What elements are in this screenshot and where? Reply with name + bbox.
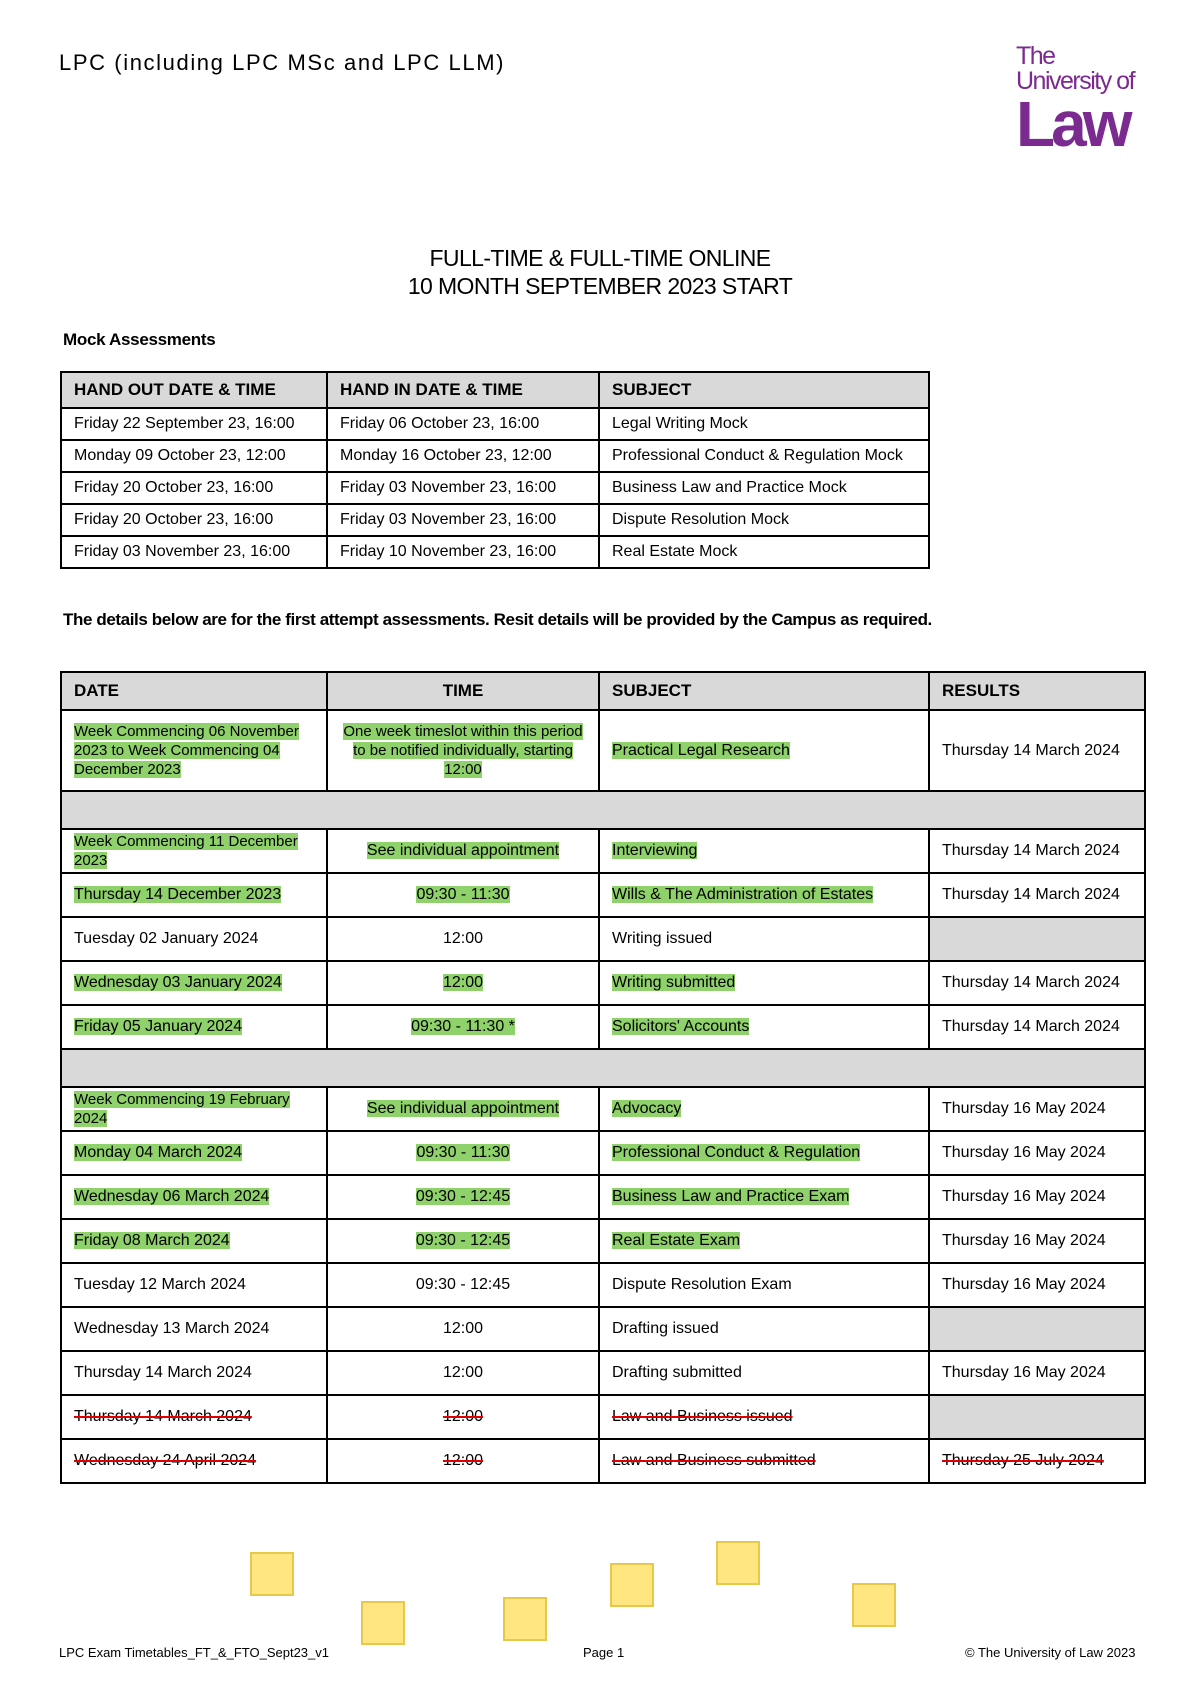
- table-row: [61, 917, 1145, 961]
- table-header-row: [61, 672, 1145, 710]
- table-cell: Thursday 14 March 2024: [929, 873, 1145, 917]
- table-row: [61, 829, 1145, 873]
- table-cell: Monday 09 October 23, 12:00: [61, 440, 327, 472]
- column-header: SUBJECT: [599, 672, 929, 710]
- table-row: [61, 1263, 1145, 1307]
- sticky-note-icon[interactable]: [361, 1601, 405, 1645]
- table-row: [61, 710, 1145, 791]
- table-cell: Wednesday 24 April 2024: [61, 1439, 327, 1483]
- table-cell: Friday 03 November 23, 16:00: [327, 472, 599, 504]
- table-cell: Thursday 14 December 2023: [61, 873, 327, 917]
- table-row: [61, 1087, 1145, 1131]
- table-cell: 12:00: [327, 1351, 599, 1395]
- table-row: [61, 873, 1145, 917]
- university-logo: [1016, 42, 1135, 160]
- table-cell: Thursday 16 May 2024: [929, 1087, 1145, 1131]
- logo-line-3: Law: [1016, 88, 1129, 160]
- table-spacer-row: [61, 1049, 1145, 1087]
- column-header: HAND IN DATE & TIME: [327, 372, 599, 408]
- table-row: [61, 1395, 1145, 1439]
- table-cell: Friday 08 March 2024: [61, 1219, 327, 1263]
- table-row: [61, 536, 929, 568]
- table-cell: See individual appointment: [327, 829, 599, 873]
- mock-assessments-table: [60, 371, 930, 569]
- table-cell: 09:30 - 12:45: [327, 1175, 599, 1219]
- table-cell: Thursday 14 March 2024: [61, 1351, 327, 1395]
- logo-line-2: University of: [1016, 67, 1135, 95]
- table-row: [61, 1219, 1145, 1263]
- table-cell: 12:00: [327, 917, 599, 961]
- table-cell: Practical Legal Research: [599, 710, 929, 791]
- table-cell: Monday 04 March 2024: [61, 1131, 327, 1175]
- table-cell: Friday 20 October 23, 16:00: [61, 472, 327, 504]
- table-cell: See individual appointment: [327, 1087, 599, 1131]
- table-row: [61, 1307, 1145, 1351]
- table-cell: Wednesday 06 March 2024: [61, 1175, 327, 1219]
- table-cell: Interviewing: [599, 829, 929, 873]
- table-row: [61, 504, 929, 536]
- table-row: [61, 1005, 1145, 1049]
- table-cell: 12:00: [327, 1439, 599, 1483]
- table-cell: Wednesday 13 March 2024: [61, 1307, 327, 1351]
- table-cell: Friday 22 September 23, 16:00: [61, 408, 327, 440]
- table-row: [61, 472, 929, 504]
- sticky-note-icon[interactable]: [610, 1563, 654, 1607]
- table-cell: Thursday 14 March 2024: [929, 961, 1145, 1005]
- table-cell: Law and Business submitted: [599, 1439, 929, 1483]
- table-cell: Thursday 16 May 2024: [929, 1219, 1145, 1263]
- table-cell: One week timeslot within this period to be notified individually, starting 12:00: [327, 710, 599, 791]
- table-header-row: [61, 372, 929, 408]
- table-cell: Friday 10 November 23, 16:00: [327, 536, 599, 568]
- table-cell: 09:30 - 11:30: [327, 873, 599, 917]
- exam-timetable-table: [60, 671, 1146, 1484]
- table-cell: Thursday 16 May 2024: [929, 1131, 1145, 1175]
- table-cell: Friday 05 January 2024: [61, 1005, 327, 1049]
- table-cell: Solicitors' Accounts: [599, 1005, 929, 1049]
- table-cell: Tuesday 12 March 2024: [61, 1263, 327, 1307]
- table-cell: 09:30 - 12:45: [327, 1263, 599, 1307]
- first-attempt-note: The details below are for the first attempt assessments. Resit details will be provided by the Campus as required.: [63, 610, 932, 629]
- table-row: [61, 408, 929, 440]
- main-title: [0, 244, 1200, 300]
- column-header: HAND OUT DATE & TIME: [61, 372, 327, 408]
- table-cell: Thursday 16 May 2024: [929, 1175, 1145, 1219]
- table-cell: Writing issued: [599, 917, 929, 961]
- table-row: [61, 1439, 1145, 1483]
- table-cell: 12:00: [327, 1307, 599, 1351]
- footer-left: LPC Exam Timetables_FT_&_FTO_Sept23_v1: [59, 1645, 329, 1660]
- table-cell: Thursday 16 May 2024: [929, 1351, 1145, 1395]
- table-cell: Writing submitted: [599, 961, 929, 1005]
- table-cell: Business Law and Practice Exam: [599, 1175, 929, 1219]
- table-row: [61, 440, 929, 472]
- table-row: [61, 961, 1145, 1005]
- column-header: DATE: [61, 672, 327, 710]
- table-cell: Thursday 25 July 2024: [929, 1439, 1145, 1483]
- table-cell-empty: [929, 917, 1145, 961]
- table-cell: 09:30 - 11:30: [327, 1131, 599, 1175]
- footer-page-number: Page 1: [583, 1645, 625, 1660]
- table-cell: Business Law and Practice Mock: [599, 472, 929, 504]
- table-cell: Week Commencing 11 December 2023: [61, 829, 327, 873]
- table-cell: 09:30 - 12:45: [327, 1219, 599, 1263]
- table-cell: Drafting issued: [599, 1307, 929, 1351]
- table-cell: 12:00: [327, 961, 599, 1005]
- table-cell: Thursday 14 March 2024: [929, 710, 1145, 791]
- table-cell: Law and Business issued: [599, 1395, 929, 1439]
- logo-line-1: The: [1016, 42, 1055, 70]
- sticky-note-icon[interactable]: [503, 1597, 547, 1641]
- table-cell-empty: [929, 1395, 1145, 1439]
- table-cell: Real Estate Mock: [599, 536, 929, 568]
- table-cell: Drafting submitted: [599, 1351, 929, 1395]
- table-cell: Thursday 14 March 2024: [61, 1395, 327, 1439]
- table-cell: 12:00: [327, 1395, 599, 1439]
- table-cell: Friday 20 October 23, 16:00: [61, 504, 327, 536]
- table-cell: Thursday 14 March 2024: [929, 829, 1145, 873]
- table-cell: Dispute Resolution Mock: [599, 504, 929, 536]
- table-cell: Week Commencing 19 February 2024: [61, 1087, 327, 1131]
- main-title-line-2: 10 MONTH SEPTEMBER 2023 START: [407, 273, 793, 299]
- table-row: [61, 1175, 1145, 1219]
- table-cell: Legal Writing Mock: [599, 408, 929, 440]
- document-header-title: LPC (including LPC MSc and LPC LLM): [59, 50, 506, 75]
- table-cell: Wills & The Administration of Estates: [599, 873, 929, 917]
- main-title-line-1: FULL-TIME & FULL-TIME ONLINE: [429, 245, 771, 271]
- table-cell: Week Commencing 06 November 2023 to Week Commencing 04 December 2023: [61, 710, 327, 791]
- column-header: SUBJECT: [599, 372, 929, 408]
- table-spacer-row: [61, 791, 1145, 829]
- table-cell: Professional Conduct & Regulation Mock: [599, 440, 929, 472]
- table-cell: Professional Conduct & Regulation: [599, 1131, 929, 1175]
- column-header: TIME: [327, 672, 599, 710]
- table-cell: Thursday 14 March 2024: [929, 1005, 1145, 1049]
- table-cell: Friday 06 October 23, 16:00: [327, 408, 599, 440]
- table-cell: Dispute Resolution Exam: [599, 1263, 929, 1307]
- sticky-note-icon[interactable]: [250, 1552, 294, 1596]
- table-cell: Real Estate Exam: [599, 1219, 929, 1263]
- sticky-note-icon[interactable]: [852, 1583, 896, 1627]
- sticky-note-icon[interactable]: [716, 1541, 760, 1585]
- mock-assessments-label: Mock Assessments: [63, 330, 216, 349]
- table-cell: Friday 03 November 23, 16:00: [61, 536, 327, 568]
- table-cell: Monday 16 October 23, 12:00: [327, 440, 599, 472]
- footer-copyright: © The University of Law 2023: [965, 1645, 1136, 1660]
- table-cell: Advocacy: [599, 1087, 929, 1131]
- table-cell: Friday 03 November 23, 16:00: [327, 504, 599, 536]
- table-row: [61, 1131, 1145, 1175]
- column-header: RESULTS: [929, 672, 1145, 710]
- table-cell-empty: [929, 1307, 1145, 1351]
- table-cell: Wednesday 03 January 2024: [61, 961, 327, 1005]
- table-row: [61, 1351, 1145, 1395]
- table-cell: 09:30 - 11:30 *: [327, 1005, 599, 1049]
- table-cell: Tuesday 02 January 2024: [61, 917, 327, 961]
- table-cell: Thursday 16 May 2024: [929, 1263, 1145, 1307]
